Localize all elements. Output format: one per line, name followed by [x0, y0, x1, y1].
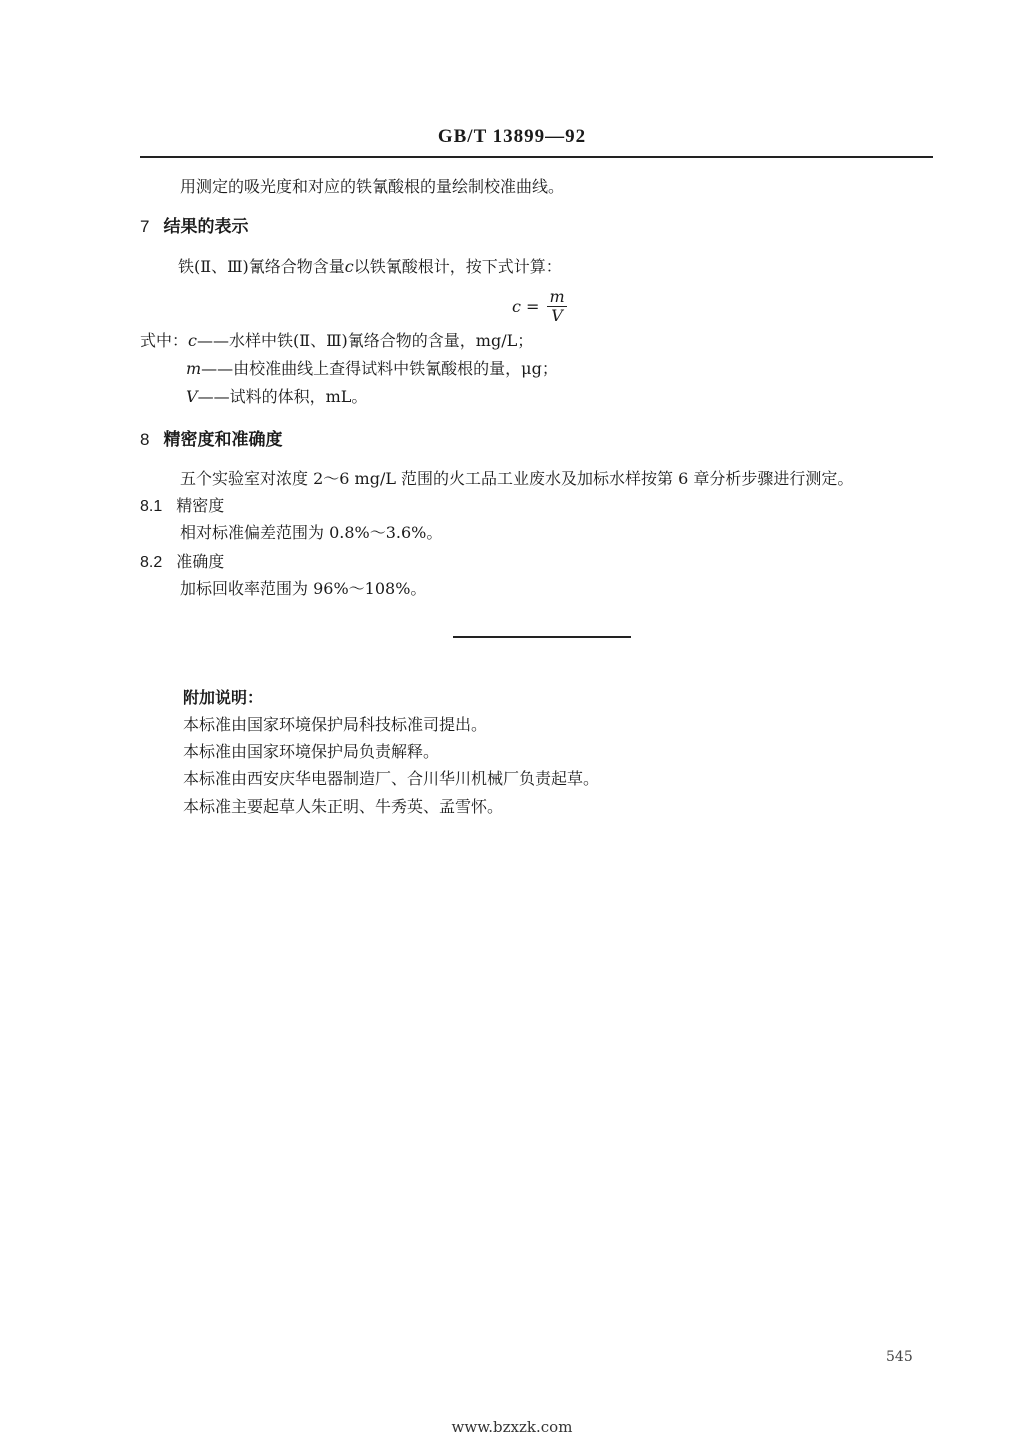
definition-m: m——由校准曲线上查得试料中铁氰酸根的量，μg；	[186, 359, 558, 378]
section-8-heading	[140, 425, 282, 450]
formula-numerator: m	[549, 287, 565, 306]
section-7-number: 7	[140, 217, 150, 236]
subsection-8-2-heading: 8.2 准确度	[140, 552, 225, 571]
page-number: 545	[886, 1349, 913, 1365]
formula-denominator: V	[551, 306, 563, 325]
subsection-8-1-heading: 8.1 精密度	[140, 496, 225, 515]
end-rule	[453, 636, 631, 638]
accuracy-text: 加标回收率范围为 96%～108%。	[180, 579, 427, 598]
definition-v: V——试料的体积，mL。	[186, 387, 368, 406]
note-line: 本标准由西安庆华电器制造厂、合川华川机械厂负责起草。	[183, 769, 600, 788]
variable-c: c	[344, 257, 354, 276]
notes-title: 附加说明：	[183, 688, 264, 707]
header-rule	[140, 156, 933, 158]
note-line: 本标准由国家环境保护局科技标准司提出。	[183, 715, 488, 734]
formula-lhs: c =	[512, 297, 540, 316]
section-8-title: 精密度和准确度	[163, 430, 283, 450]
section-8-number: 8	[140, 430, 150, 449]
footer-url: www.bzxzk.com	[451, 1418, 573, 1436]
formula	[512, 288, 567, 325]
standard-number-header: GB/T 13899—92	[437, 126, 587, 147]
where-label: 式中：	[140, 331, 189, 350]
definition-c: 式中：c——水样中铁(Ⅱ、Ⅲ)氰络合物的含量，mg/L；	[140, 331, 534, 350]
note-line: 本标准主要起草人朱正明、牛秀英、孟雪怀。	[183, 797, 504, 816]
section-8-body: 五个实验室对浓度 2～6 mg/L 范围的火工品工业废水及加标水样按第 6 章分析步骤进行测定。	[180, 469, 854, 488]
note-line: 本标准由国家环境保护局负责解释。	[183, 742, 440, 761]
section-7-heading	[140, 212, 248, 237]
calibration-curve-text: 用测定的吸光度和对应的铁氰酸根的量绘制校准曲线。	[180, 177, 565, 196]
precision-text: 相对标准偏差范围为 0.8%～3.6%。	[180, 523, 443, 542]
section-7-title: 结果的表示	[163, 217, 249, 237]
formula-fraction	[547, 288, 566, 325]
section-7-body: 铁(Ⅱ、Ⅲ)氰络合物含量c以铁氰酸根计，按下式计算：	[178, 257, 562, 276]
